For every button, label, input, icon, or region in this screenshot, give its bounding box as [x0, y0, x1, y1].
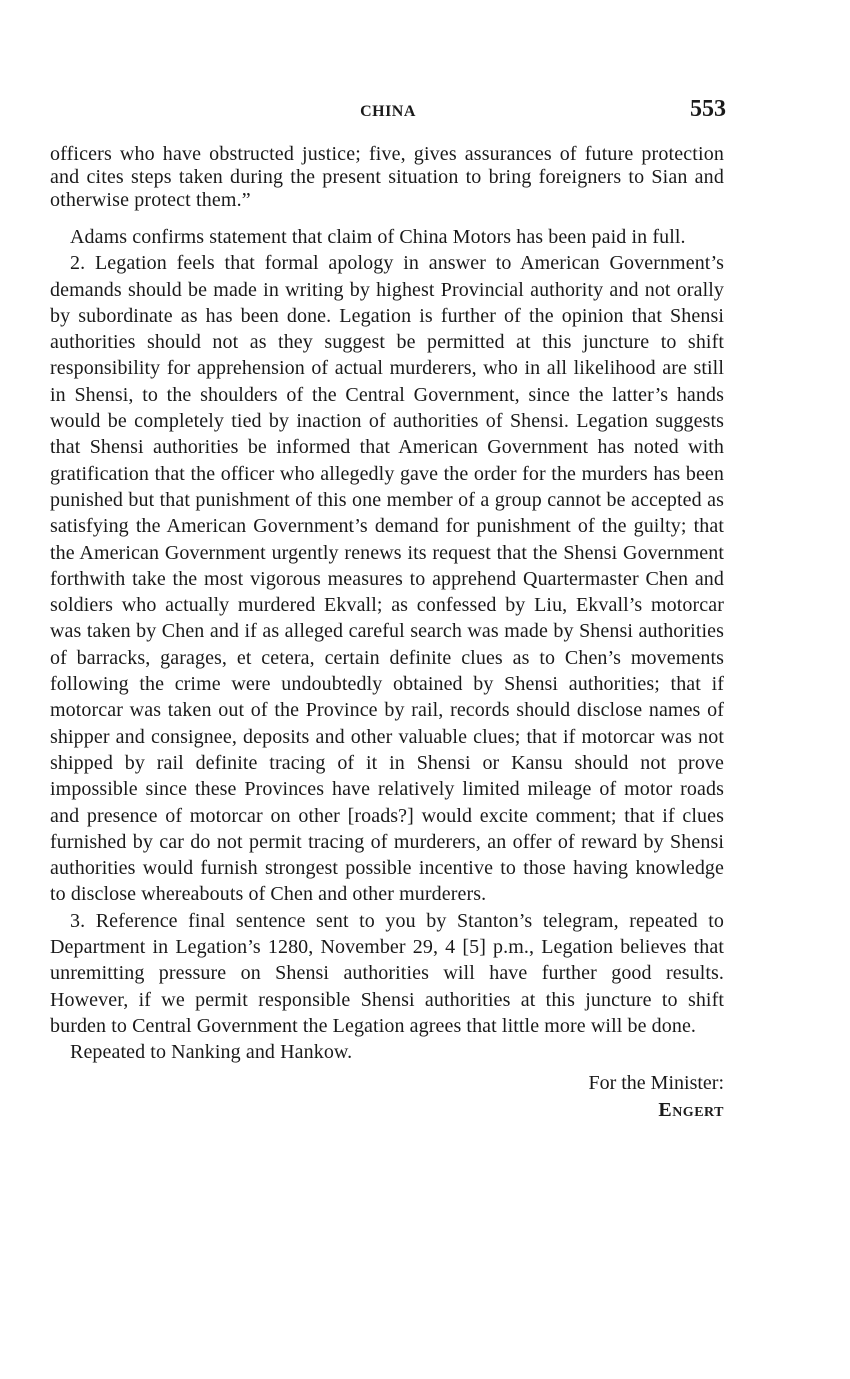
signature-line: For the Minister: — [588, 1071, 724, 1094]
running-title: CHINA — [360, 103, 416, 120]
running-head — [50, 96, 726, 130]
paragraph-repeated: Repeated to Nanking and Hankow. — [70, 1041, 353, 1064]
paragraph-2: 2. Legation feels that formal apology in answer to American Government’s demands should be made in writing by highest Provincial authority and not orally by subordinate as has been done. Legation is further of the opinion that Shensi authorities should not as they suggest be permitted at this juncture to shift responsibility for apprehension of actual murderers, who in all likelihood are still in Shensi, to the shoulders of the Central Government, since the latter’s hands would be completely tied by inaction of authorities of Shensi. Legation suggests that Shensi authorities be informed that American Government has noted with gratification that the officer who allegedly gave the order for the murders has been punished but that punishment of this one member of a group cannot be accepted as satisfying the American Government’s demand for punishment of the guilty; that the American Government urgently renews its request that the Shensi Government forthwith take the most vigorous measures to apprehend Quartermaster Chen and soldiers who actually murdered Ekvall; as confessed by Liu, Ekvall’s motorcar was taken by Chen and if as alleged careful search was made by Shensi authorities of barracks, garages, et cetera, certain definite clues as to Chen’s movements following the crime were undoubtedly obtained by Shensi authorities; that if motorcar was taken out of the Province by rail, records should disclose names of shipper and consignee, deposits and other valuable clues; that if motorcar was not shipped by rail definite tracing of it in Shensi or Kansu should not prove impossible since these Provinces have relatively limited mileage of motor roads and presence of motorcar on other [roads?] would excite comment; that if clues furnished by car do not permit tracing of murderers, an offer of reward by Shensi authorities would furnish strongest possible incentive to those having knowledge to disclose whereabouts of Chen and other murderers. — [50, 252, 724, 906]
page-number: 553 — [690, 96, 726, 122]
signer-name: Engert — [658, 1098, 724, 1121]
paragraph-adams: Adams confirms statement that claim of China Motors has been paid in full. — [70, 226, 686, 248]
signature-block — [50, 1070, 724, 1124]
quote-continuation: officers who have obstructed justice; five, gives assurances of future protection and cites steps taken during the present situation to bring foreigners to Sian and otherwise protect them.” — [50, 143, 724, 211]
body-text — [50, 143, 724, 1124]
paragraph-3: 3. Reference final sentence sent to you by Stanton’s telegram, repeated to Department in Legation’s 1280, November 29, 4 [5] p.m., Legation believes that unremitting pressure on Shensi authorities will have further good results. However, if we permit responsible Shensi authorities at this juncture to shift burden to Central Government the Legation agrees that little more will be done. — [50, 909, 724, 1037]
